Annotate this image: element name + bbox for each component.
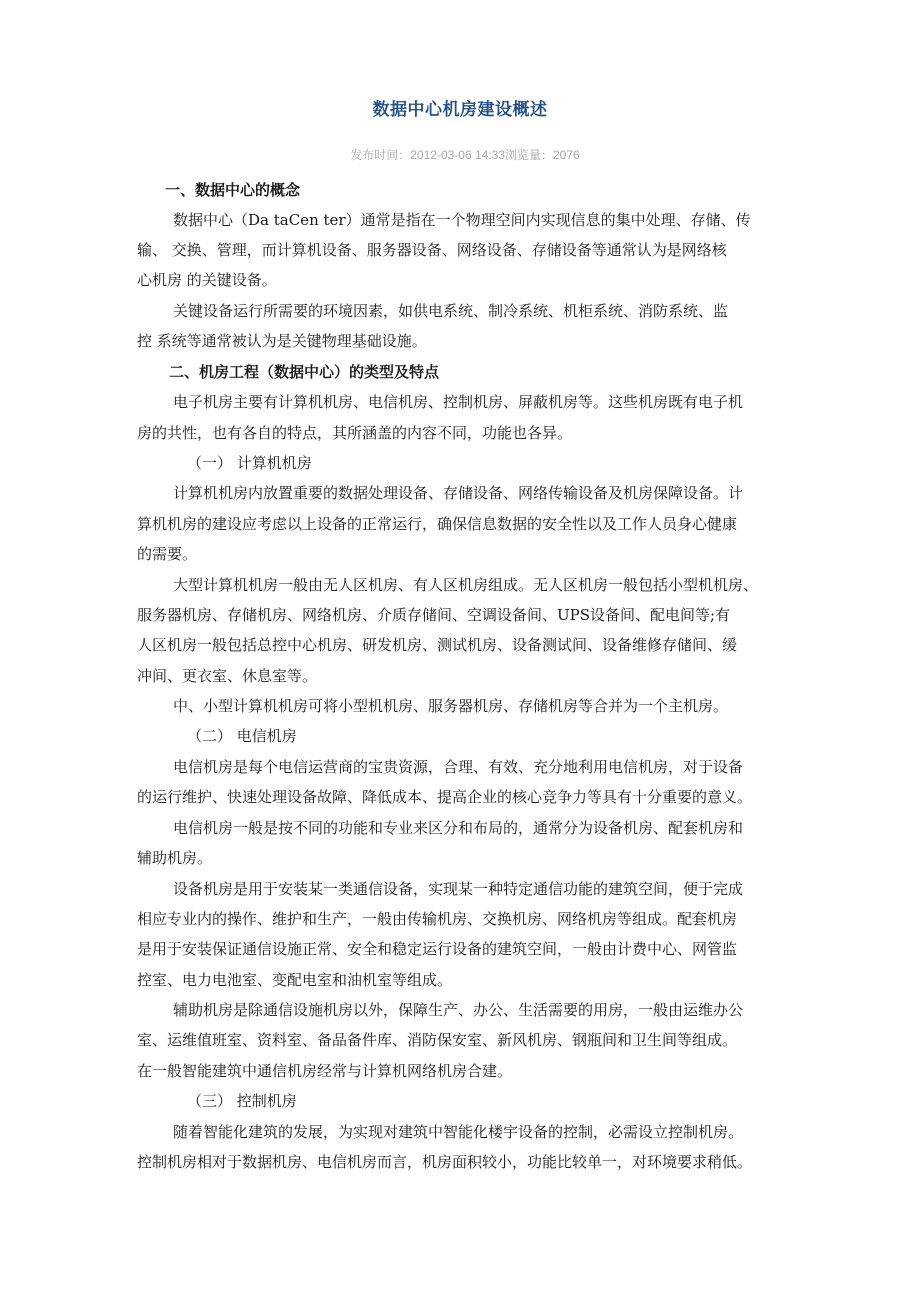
paragraph-line: 控 系统等通常被认为是关键物理基础设施。 <box>137 332 427 350</box>
section-heading-2: 二、机房工程（数据中心）的类型及特点 <box>169 363 440 381</box>
paragraph-line: 随着智能化建筑的发展，为实现对建筑中智能化楼宇设备的控制，必需设立控制机房。 <box>173 1123 744 1141</box>
paragraph-line: 中、小型计算机机房可将小型机机房、服务器机房、存储机房等合并为一个主机房。 <box>173 697 729 715</box>
paragraph-line: 人区机房一般包括总控中心机房、研发机房、测试机房、设备测试间、设备维修存储间、缓 <box>137 636 738 654</box>
paragraph-line: 设备机房是用于安装某一类通信设备，实现某一种特定通信功能的建筑空间，便于完成 <box>173 880 744 898</box>
paragraph-line: 电信机房是每个电信运营商的宝贵资源，合理、有效、充分地利用电信机房，对于设备 <box>173 758 744 776</box>
subsection-heading-1: （一） 计算机机房 <box>187 454 312 472</box>
paragraph-line: 计算机机房内放置重要的数据处理设备、存储设备、网络传输设备及机房保障设备。计 <box>173 484 744 502</box>
paragraph-line: 辅助机房。 <box>137 849 213 867</box>
paragraph-line: 电子机房主要有计算机机房、电信机房、控制机房、屏蔽机房等。这些机房既有电子机 <box>173 393 744 411</box>
section-heading-1: 一、数据中心的概念 <box>165 181 301 199</box>
page-title: 数据中心机房建设概述 <box>372 100 548 120</box>
paragraph-line: 关键设备运行所需要的环境因素，如供电系统、制冷系统、机柜系统、消防系统、监 <box>173 302 729 320</box>
paragraph-line: 辅助机房是除通信设施机房以外，保障生产、办公、生活需要的用房，一般由运维办公 <box>173 1001 744 1019</box>
paragraph-line: 冲间、更衣室、休息室等。 <box>137 667 318 685</box>
paragraph-line: 算机机房的建设应考虑以上设备的正常运行，确保信息数据的安全性以及工作人员身心健康 <box>137 515 738 533</box>
paragraph-line: 电信机房一般是按不同的功能和专业来区分和布局的，通常分为设备机房、配套机房和 <box>173 819 744 837</box>
paragraph-line: 房的共性，也有各自的特点，其所涵盖的内容不同，功能也各异。 <box>137 424 573 442</box>
paragraph-line: 服务器机房、存储机房、网络机房、介质存储间、空调设备间、UPS设备间、配电间等;有 <box>137 606 731 624</box>
paragraph-line: 大型计算机机房一般由无人区机房、有人区机房组成。无人区机房一般包括小型机机房、 <box>173 576 759 594</box>
paragraph-line: 室、运维值班室、资料室、备品备件库、消防保安室、新风机房、钢瓶间和卫生间等组成。 <box>137 1031 738 1049</box>
paragraph-line: 心机房 的关键设备。 <box>137 271 277 289</box>
publish-meta: 发布时间：2012-03-06 14:33浏览量：2076 <box>350 148 580 162</box>
paragraph-line: 控室、电力电池室、变配电室和油机室等组成。 <box>137 971 453 989</box>
subsection-heading-3: （三） 控制机房 <box>187 1092 297 1110</box>
paragraph-line: 是用于安装保证通信设施正常、安全和稳定运行设备的建筑空间，一般由计费中心、网管监 <box>137 940 738 958</box>
paragraph-line: 相应专业内的操作、维护和生产，一般由传输机房、交换机房、网络机房等组成。配套机房 <box>137 910 738 928</box>
paragraph-line: 输、 交换、管理，而计算机设备、服务器设备、网络设备、存储设备等通常认为是网络核 <box>137 241 727 259</box>
subsection-heading-2: （二） 电信机房 <box>187 727 297 745</box>
paragraph-line: 的运行维护、快速处理设备故障、降低成本、提高企业的核心竞争力等具有十分重要的意义。 <box>137 788 753 806</box>
paragraph-line: 在一般智能建筑中通信机房经常与计算机网络机房合建。 <box>137 1062 513 1080</box>
paragraph-line: 数据中心（Da taCen ter）通常是指在一个物理空间内实现信息的集中处理、存储、传 <box>173 211 751 229</box>
paragraph-line: 控制机房相对于数据机房、电信机房而言，机房面积较小，功能比较单一，对环境要求稍低。 <box>137 1153 753 1171</box>
paragraph-line: 的需要。 <box>137 545 198 563</box>
